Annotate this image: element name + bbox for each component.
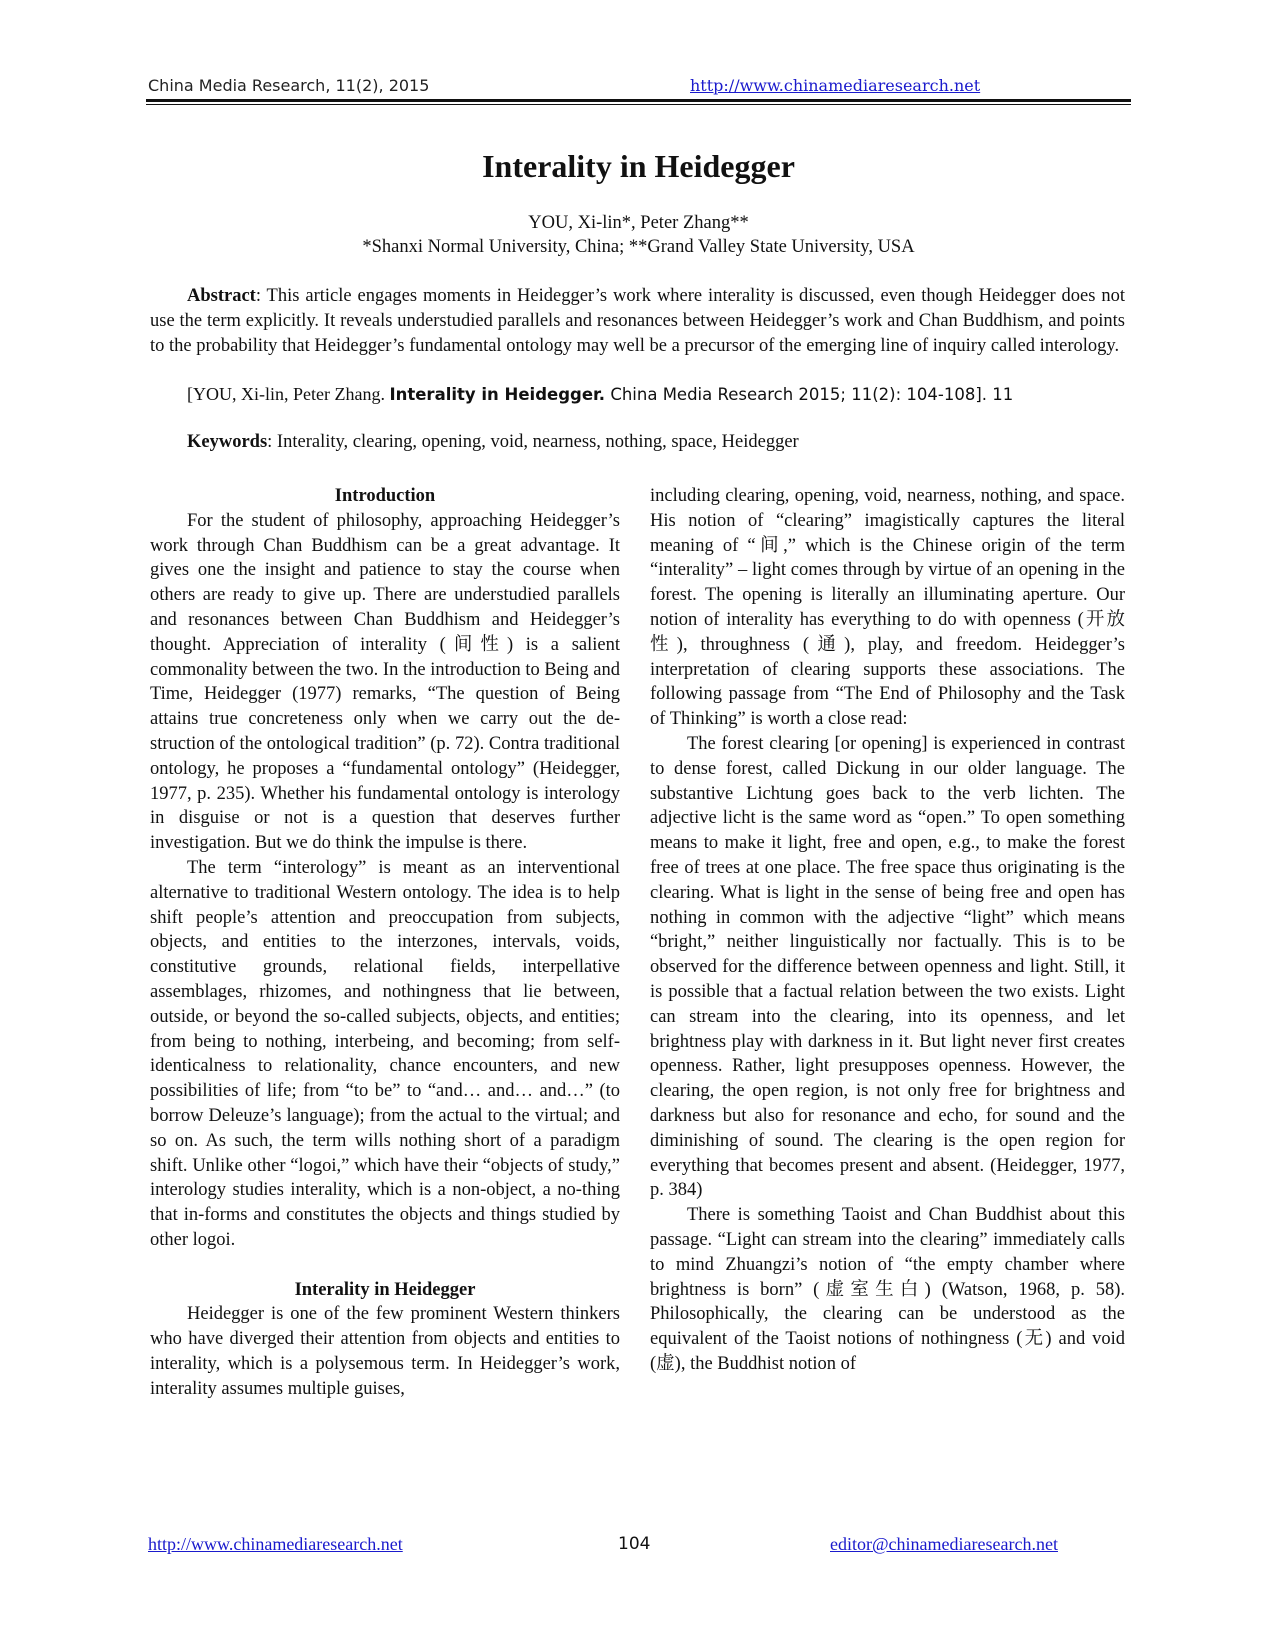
paragraph: Heidegger is one of the few prominent Western thinkers who have diverged their attention from objects and entities to interality, which is a polysemous term. In Heidegger’s work, interality assumes multiple guises, <box>150 1304 620 1399</box>
right-column <box>650 484 1125 1377</box>
keywords <box>187 432 799 453</box>
keywords-label: Keywords <box>187 432 268 452</box>
left-column <box>150 484 620 1401</box>
abstract-text: : This article engages moments in Heidegger’s work where interality is discussed, even though Heidegger does not use the term explicitly. It reveals understudied parallels and resonances between Heidegger’s work and Chan Buddhism, and points to the probability that Heidegger’s fundamental ontology may well be a precursor of the emerging line of inquiry called interology. <box>150 286 1125 356</box>
page-number: 104 <box>618 1534 651 1554</box>
article-authors: YOU, Xi-lin*, Peter Zhang** <box>528 213 749 233</box>
citation-authors: [YOU, Xi-lin, Peter Zhang. <box>187 384 390 404</box>
citation-title: Interality in Heidegger. <box>389 385 606 404</box>
block-quote: The forest clearing [or opening] is experienced in contrast to dense forest, called Dickung in our older language. The substantive Lichtung goes back to the verb lichten. The adjective licht is the same word as “open.” To open something means to make it light, free and open, e.g., to make the forest free of trees at one place. The free space thus originating is the clearing. What is light in the sense of being free and open has nothing in common with the adjective “light” which means “bright,” neither linguistically nor factually. This is to be observed for the difference between openness and light. Still, it is possible that a factual relation between the two exists. Light can stream into the clearing, into its openness, and let brightness play with darkness in it. But light never first creates openness. Rather, light presupposes openness. However, the clearing, the open region, is not only free for brightness and darkness but also for resonance and echo, for sound and the diminishing of sound. The clearing is the open region for everything that becomes present and absent. (Heidegger, 1977, p. 384) <box>650 733 1125 1201</box>
journal-url-link[interactable]: http://www.chinamediaresearch.net <box>690 76 981 95</box>
paragraph: There is something Taoist and Chan Buddhist about this passage. “Light can stream into the clearing” immediately calls to mind Zhuangzi’s notion of “the empty chamber where brightness is born” (虚室生白) (Watson, 1968, p. 58). Philosophically, the clearing can be understood as the equivalent of the Taoist notions of nothingness (无) and void (虚), the Buddhist notion of <box>650 1205 1125 1374</box>
header-rule-thick <box>146 99 1131 102</box>
footer-email-link[interactable]: editor@chinamediaresearch.net <box>830 1534 1058 1554</box>
article-title: Interality in Heidegger <box>482 148 795 184</box>
journal-header: China Media Research, 11(2), 2015 <box>148 76 430 95</box>
header-rule-thin <box>146 104 1131 105</box>
abstract-label: Abstract <box>187 286 256 306</box>
section-heading-introduction: Introduction <box>334 486 436 506</box>
citation-source: China Media Research 2015; 11(2): 104-108]. 11 <box>605 385 1014 404</box>
abstract <box>150 284 1125 358</box>
article-affiliations: *Shanxi Normal University, China; **Grand Valley State University, USA <box>362 237 915 257</box>
paragraph: For the student of philosophy, approaching Heidegger’s work through Chan Buddhism can be a great advantage. It gives one the insight and patience to stay the course when others are ready to give up. There are understudied parallels and resonances between Chan Buddhism and Heidegger’s thought. Appreciation of interality (间性) is a salient commonality between the two. In the introduction to Being and Time, Heidegger (1977) remarks, “The question of Being attains true concreteness only when we carry out the de-struction of the ontological tradition” (p. 72). Contra traditional ontology, he proposes a “fundamental ontology” (Heidegger, 1977, p. 235). Whether his fundamental ontology is interology in disguise or not is a question that deserves further investigation. But we do think the impulse is there. <box>150 510 620 854</box>
paragraph: including clearing, opening, void, nearness, nothing, and space. His notion of “clearing” imagistically captures the literal meaning of “间,” which is the Chinese origin of the term “interality” – light comes through by virtue of an opening in the forest. The opening is literally an illuminating aperture. Our notion of interality has everything to do with openness (开放性), throughness (通), play, and freedom. Heidegger’s interpretation of clearing supports these associations. The following passage from “The End of Philosophy and the Task of Thinking” is worth a close read: <box>650 486 1125 730</box>
footer-url-link[interactable]: http://www.chinamediaresearch.net <box>148 1534 403 1554</box>
paragraph: The term “interology” is meant as an interventional alternative to traditional Western ontology. The idea is to help shift people’s attention and preoccupation from subjects, objects, and entities to the interzones, intervals, voids, constitutive grounds, relational fields, interpellative assemblages, rhizomes, and nothingness that lie between, outside, or beyond the so-called subjects, objects, and entities; from being to nothing, interbeing, and becoming; from self-identicalness to relationality, chance encounters, and new possibilities of life; from “to be” to “and… and… and…” (to borrow Deleuze’s language); from the actual to the virtual; and so on. As such, the term wills nothing short of a paradigm shift. Unlike other “logoi,” which have their “objects of study,” interology studies interality, which is a non-object, a no-thing that in-forms and constitutes the objects and things studied by other logoi. <box>150 857 620 1250</box>
keywords-text: : Interality, clearing, opening, void, nearness, nothing, space, Heidegger <box>267 432 799 452</box>
citation <box>187 384 1013 405</box>
section-heading-interality: Interality in Heidegger <box>294 1279 476 1300</box>
